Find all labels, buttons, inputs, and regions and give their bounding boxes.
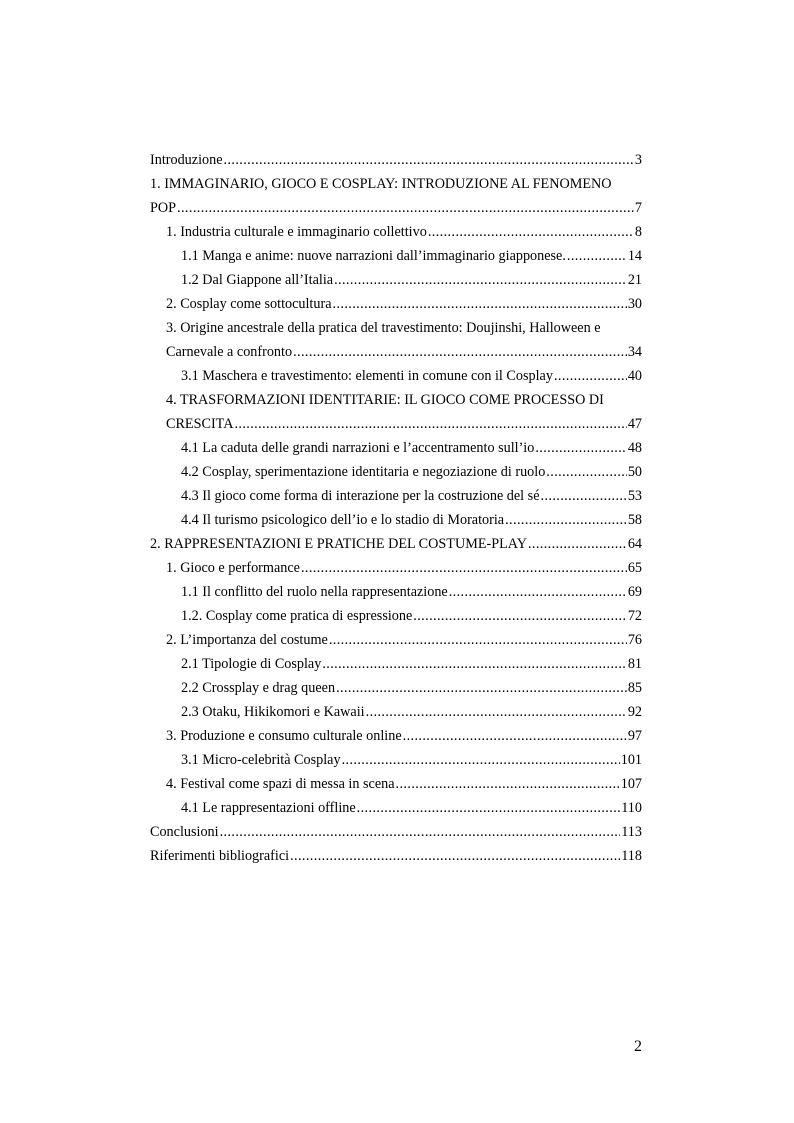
toc-entry-page: 92 — [627, 704, 642, 720]
toc-entry-title: 2.3 Otaku, Hikikomori e Kawaii — [181, 704, 365, 720]
toc-entry-title: 1.2. Cosplay come pratica di espressione — [181, 608, 413, 624]
toc-entry-page: 107 — [620, 776, 642, 792]
dot-leader — [554, 364, 627, 388]
toc-entry[interactable] — [150, 316, 642, 364]
toc-entry-page: 76 — [627, 632, 642, 648]
toc-entry-title: 3. Produzione e consumo culturale online — [166, 728, 402, 744]
toc-entry-title: POP — [150, 200, 177, 216]
toc-entry-page: 48 — [627, 440, 642, 456]
toc-entry[interactable] — [150, 292, 642, 316]
toc-entry-title-line: 3. Origine ancestrale della pratica del travestimento: Doujinshi, Halloween e — [166, 320, 601, 336]
page-number: 2 — [634, 1038, 642, 1055]
toc-entry[interactable] — [150, 700, 642, 724]
toc-entry[interactable] — [150, 484, 642, 508]
toc-entry-page: 110 — [621, 800, 642, 816]
toc-entry-title: 2. Cosplay come sottocultura — [166, 296, 332, 312]
toc-entry-title: Carnevale a confronto — [166, 344, 293, 360]
toc-entry[interactable] — [150, 796, 642, 820]
toc-entry-page: 50 — [627, 464, 642, 480]
toc-entry-page: 97 — [627, 728, 642, 744]
toc-entry[interactable] — [150, 628, 642, 652]
toc-entry-page: 14 — [627, 248, 642, 264]
toc-entry-title: 4.1 La caduta delle grandi narrazioni e l’accentramento sull’io — [181, 440, 535, 456]
toc-entry-title: 3.1 Micro-celebrità Cosplay — [181, 752, 341, 768]
toc-entry-title: 4.3 Il gioco come forma di interazione per la costruzione del sé — [181, 488, 540, 504]
toc-entry-page: 30 — [627, 296, 642, 312]
dot-leader — [357, 796, 621, 820]
toc-entry-page: 118 — [621, 848, 642, 864]
toc-entry-title: 2. RAPPRESENTAZIONI E PRATICHE DEL COSTUME-PLAY — [150, 536, 527, 552]
dot-leader — [220, 820, 621, 844]
toc-entry[interactable] — [150, 244, 642, 268]
dot-leader — [336, 676, 627, 700]
toc-entry-page: 113 — [621, 824, 642, 840]
toc-entry[interactable] — [150, 460, 642, 484]
dot-leader — [403, 724, 627, 748]
toc-entry-page: 47 — [627, 416, 642, 432]
toc-entry[interactable] — [150, 388, 642, 436]
dot-leader — [535, 436, 626, 460]
toc-entry[interactable] — [150, 676, 642, 700]
toc-entry[interactable] — [150, 148, 642, 172]
toc-entry-page: 3 — [634, 152, 642, 168]
dot-leader — [366, 700, 627, 724]
toc-entry-page: 40 — [627, 368, 642, 384]
toc-entry-page: 101 — [620, 752, 642, 768]
table-of-contents — [150, 148, 642, 868]
toc-entry[interactable] — [150, 748, 642, 772]
toc-entry-title: CRESCITA — [166, 416, 234, 432]
toc-entry-title: Introduzione — [150, 152, 223, 168]
dot-leader — [413, 604, 627, 628]
toc-entry-page: 64 — [627, 536, 642, 552]
dot-leader — [505, 508, 627, 532]
toc-entry-title: Conclusioni — [150, 824, 219, 840]
toc-entry-page: 53 — [627, 488, 642, 504]
toc-entry-title: 4.1 Le rappresentazioni offline — [181, 800, 356, 816]
dot-leader — [234, 412, 626, 436]
toc-entry[interactable] — [150, 652, 642, 676]
dot-leader — [546, 460, 627, 484]
toc-entry-title: 4. Festival come spazi di messa in scena — [166, 776, 395, 792]
toc-entry-title: 1.2 Dal Giappone all’Italia — [181, 272, 334, 288]
dot-leader — [293, 340, 627, 364]
dot-leader — [449, 580, 627, 604]
dot-leader — [528, 532, 627, 556]
dot-leader — [428, 220, 634, 244]
toc-entry-page: 81 — [627, 656, 642, 672]
toc-entry-title: 2.1 Tipologie di Cosplay — [181, 656, 322, 672]
toc-entry[interactable] — [150, 220, 642, 244]
toc-entry-title-line: 4. TRASFORMAZIONI IDENTITARIE: IL GIOCO COME PROCESSO DI — [166, 392, 604, 408]
toc-entry-title: 4.4 Il turismo psicologico dell’io e lo stadio di Moratoria — [181, 512, 505, 528]
toc-entry[interactable] — [150, 532, 642, 556]
toc-entry[interactable] — [150, 604, 642, 628]
dot-leader — [290, 844, 620, 868]
dot-leader — [334, 268, 627, 292]
toc-entry-title-line: 1. IMMAGINARIO, GIOCO E COSPLAY: INTRODUZIONE AL FENOMENO — [150, 176, 612, 192]
toc-entry[interactable] — [150, 436, 642, 460]
toc-entry[interactable] — [150, 172, 642, 220]
toc-entry-title: 2. L’importanza del costume — [166, 632, 328, 648]
toc-entry-page: 72 — [627, 608, 642, 624]
dot-leader — [333, 292, 627, 316]
toc-entry-title: 1.1 Il conflitto del ruolo nella rappresentazione — [181, 584, 448, 600]
dot-leader — [396, 772, 620, 796]
dot-leader — [329, 628, 627, 652]
toc-entry[interactable] — [150, 820, 642, 844]
dot-leader — [567, 244, 627, 268]
toc-entry[interactable] — [150, 268, 642, 292]
toc-entry-title: 2.2 Crossplay e drag queen — [181, 680, 336, 696]
toc-entry[interactable] — [150, 556, 642, 580]
toc-entry-title: 3.1 Maschera e travestimento: elementi in comune con il Cosplay — [181, 368, 553, 384]
dot-leader — [301, 556, 627, 580]
toc-entry[interactable] — [150, 580, 642, 604]
toc-entry-page: 8 — [634, 224, 642, 240]
toc-entry[interactable] — [150, 364, 642, 388]
toc-entry-page: 7 — [634, 200, 642, 216]
dot-leader — [224, 148, 634, 172]
toc-entry-title: 4.2 Cosplay, sperimentazione identitaria e negoziazione di ruolo — [181, 464, 546, 480]
dot-leader — [342, 748, 620, 772]
toc-entry-page: 21 — [627, 272, 642, 288]
dot-leader — [541, 484, 627, 508]
toc-entry[interactable] — [150, 508, 642, 532]
dot-leader — [177, 196, 634, 220]
toc-entry-title: Riferimenti bibliografici — [150, 848, 290, 864]
toc-entry-page: 34 — [627, 344, 642, 360]
toc-entry-page: 69 — [627, 584, 642, 600]
toc-entry-page: 58 — [627, 512, 642, 528]
toc-entry-page: 85 — [627, 680, 642, 696]
toc-entry[interactable] — [150, 724, 642, 748]
toc-entry[interactable] — [150, 772, 642, 796]
toc-entry[interactable] — [150, 844, 642, 868]
toc-entry-title: 1. Gioco e performance — [166, 560, 300, 576]
toc-entry-page: 65 — [627, 560, 642, 576]
toc-entry-title: 1.1 Manga e anime: nuove narrazioni dall’immaginario giapponese. — [181, 248, 566, 264]
toc-entry-title: 1. Industria culturale e immaginario collettivo — [166, 224, 427, 240]
dot-leader — [322, 652, 626, 676]
